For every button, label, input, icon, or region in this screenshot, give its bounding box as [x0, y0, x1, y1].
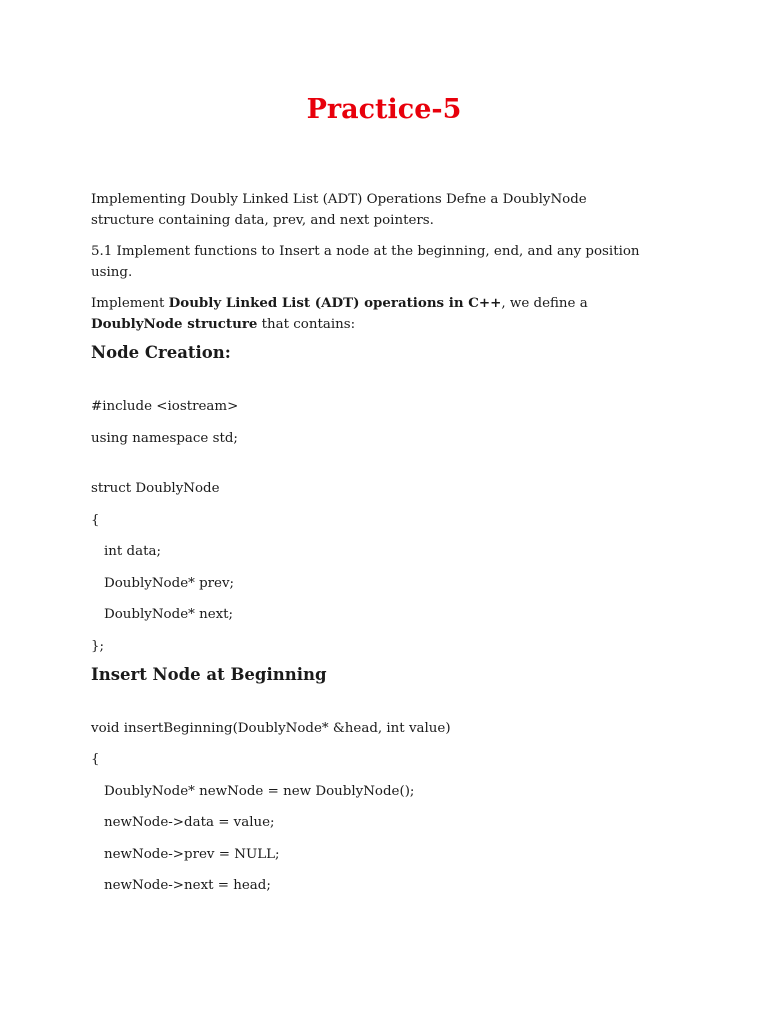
code-line: newNode->prev = NULL;	[104, 846, 280, 862]
spacer	[91, 459, 651, 478]
code-line: DoublyNode* newNode = new DoublyNode();	[104, 783, 415, 799]
intro-text-1: Implement	[91, 296, 169, 311]
code-line: struct DoublyNode	[91, 481, 220, 496]
code-line: {	[91, 752, 100, 767]
code-line: {	[91, 512, 100, 528]
section-heading-insert-beginning: Insert Node at Beginning	[91, 664, 327, 684]
spacer	[91, 687, 651, 718]
page-title: Practice-5	[306, 94, 462, 125]
code-block-insert-beginning	[91, 718, 651, 897]
intro-paragraph-3	[91, 293, 651, 335]
code-line: };	[91, 638, 105, 654]
code-line: using namespace std;	[91, 430, 238, 446]
intro-bold-2: DoublyNode structure	[91, 316, 258, 332]
intro-paragraph-1: Implementing Doubly Linked List (ADT) Operations Defne a DoublyNode structure containing data, prev, and next pointers.	[91, 192, 587, 228]
code-block-node-creation	[91, 396, 651, 657]
code-line: int data;	[104, 544, 161, 559]
intro-bold-1: Doubly Linked List (ADT) operations in C++	[168, 295, 502, 311]
section-heading-node-creation: Node Creation:	[91, 343, 231, 362]
code-line: void insertBeginning(DoublyNode* &head, int value)	[91, 720, 451, 736]
code-line: DoublyNode* next;	[104, 607, 234, 622]
intro-paragraph-2: 5.1 Implement functions to Insert a node at the beginning, end, and any position using.	[91, 244, 640, 280]
code-line: DoublyNode* prev;	[104, 575, 235, 591]
code-line: #include <iostream>	[91, 399, 239, 414]
document-body	[91, 189, 651, 907]
spacer	[91, 365, 651, 396]
intro-text-3: that contains:	[257, 317, 356, 332]
code-line: newNode->next = head;	[104, 878, 271, 893]
code-line: newNode->data = value;	[104, 815, 275, 830]
intro-text-2: , we define a	[501, 296, 588, 311]
